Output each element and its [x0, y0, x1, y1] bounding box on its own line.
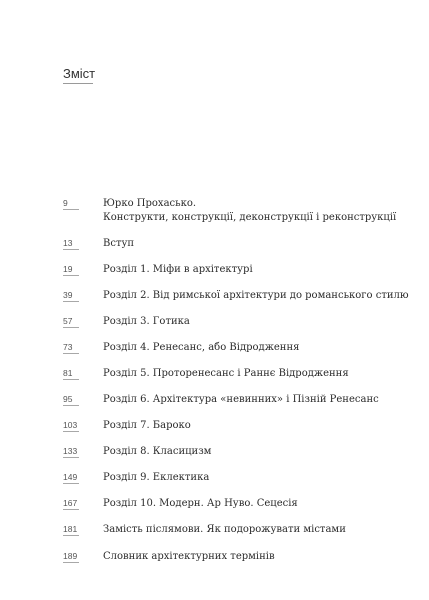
page-number-underline	[63, 483, 79, 484]
toc-page-number: 133	[63, 446, 78, 456]
toc-page-number: 181	[63, 524, 78, 534]
toc-entry-title-line: Розділ 2. Від римської архітектури до романського стилю	[103, 290, 409, 301]
toc-entry-title	[103, 497, 298, 511]
toc-entry-title-line: Розділ 4. Ренесанс, або Відродження	[103, 342, 300, 353]
toc-page-number: 95	[63, 394, 73, 404]
toc-entry-title-line: Юрко Прохасько.	[103, 198, 197, 209]
toc-entry-title	[103, 471, 209, 485]
toc-entry-title	[103, 197, 396, 225]
toc-entry-title-line: Розділ 5. Проторенесанс і Раннє Відродження	[103, 368, 349, 379]
toc-page-number: 189	[63, 551, 78, 561]
toc-page-number: 103	[63, 420, 78, 430]
toc-page-number: 19	[63, 264, 73, 274]
page-number-underline	[63, 327, 79, 328]
page-number-underline	[63, 379, 79, 380]
page-number-underline	[63, 535, 79, 536]
toc-heading: Зміст	[63, 66, 96, 81]
toc-entry-title	[103, 289, 409, 303]
page-number-underline	[63, 353, 79, 354]
toc-entry-title-line: Розділ 3. Готика	[103, 316, 190, 327]
toc-entry-title	[103, 341, 299, 355]
page-number-underline	[63, 457, 79, 458]
page-number-underline	[63, 431, 79, 432]
toc-page-number: 73	[63, 342, 73, 352]
page-number-underline	[63, 249, 79, 250]
toc-entry-title-line: Конструкти, конструкції, деконструкції і реконструкції	[103, 212, 397, 223]
toc-page-number: 81	[63, 368, 73, 378]
toc-entry-title-line: Розділ 10. Модерн. Ар Нуво. Сецесія	[103, 498, 298, 509]
heading-underline	[63, 83, 93, 84]
page-number-underline	[63, 209, 79, 210]
toc-page-number: 13	[63, 238, 73, 248]
toc-entry-title-line: Розділ 8. Класицизм	[103, 446, 212, 457]
toc-entry-title-line: Розділ 6. Архітектура «невинних» і Пізній Ренесанс	[103, 394, 379, 405]
toc-entry-title	[103, 523, 346, 537]
toc-entry-title	[103, 367, 349, 381]
toc-entry-title	[103, 550, 275, 564]
toc-entry-title-line: Словник архітектурних термінів	[103, 551, 275, 562]
toc-page-number: 149	[63, 472, 78, 482]
page-number-underline	[63, 405, 79, 406]
toc-entry-title-line: Розділ 1. Міфи в архітектурі	[103, 264, 253, 275]
toc-entry-title-line: Розділ 7. Бароко	[103, 420, 191, 431]
page-number-underline	[63, 562, 79, 563]
page-number-underline	[63, 275, 79, 276]
toc-entry-title	[103, 419, 191, 433]
toc-page-number: 57	[63, 316, 73, 326]
toc-entry-title	[103, 315, 190, 329]
page-number-underline	[63, 509, 79, 510]
page-number-underline	[63, 301, 79, 302]
toc-entry-title	[103, 445, 211, 459]
toc-page-number: 39	[63, 290, 73, 300]
toc-page-number: 167	[63, 498, 78, 508]
toc-entry-title-line: Вступ	[103, 238, 135, 249]
toc-entry-title	[103, 263, 253, 277]
toc-page-number: 9	[63, 198, 68, 208]
toc-entry-title	[103, 237, 134, 251]
toc-entry-title-line: Розділ 9. Еклектика	[103, 472, 210, 483]
toc-entry-title-line: Замість післямови. Як подорожувати містами	[103, 524, 346, 535]
toc-entry-title	[103, 393, 379, 407]
